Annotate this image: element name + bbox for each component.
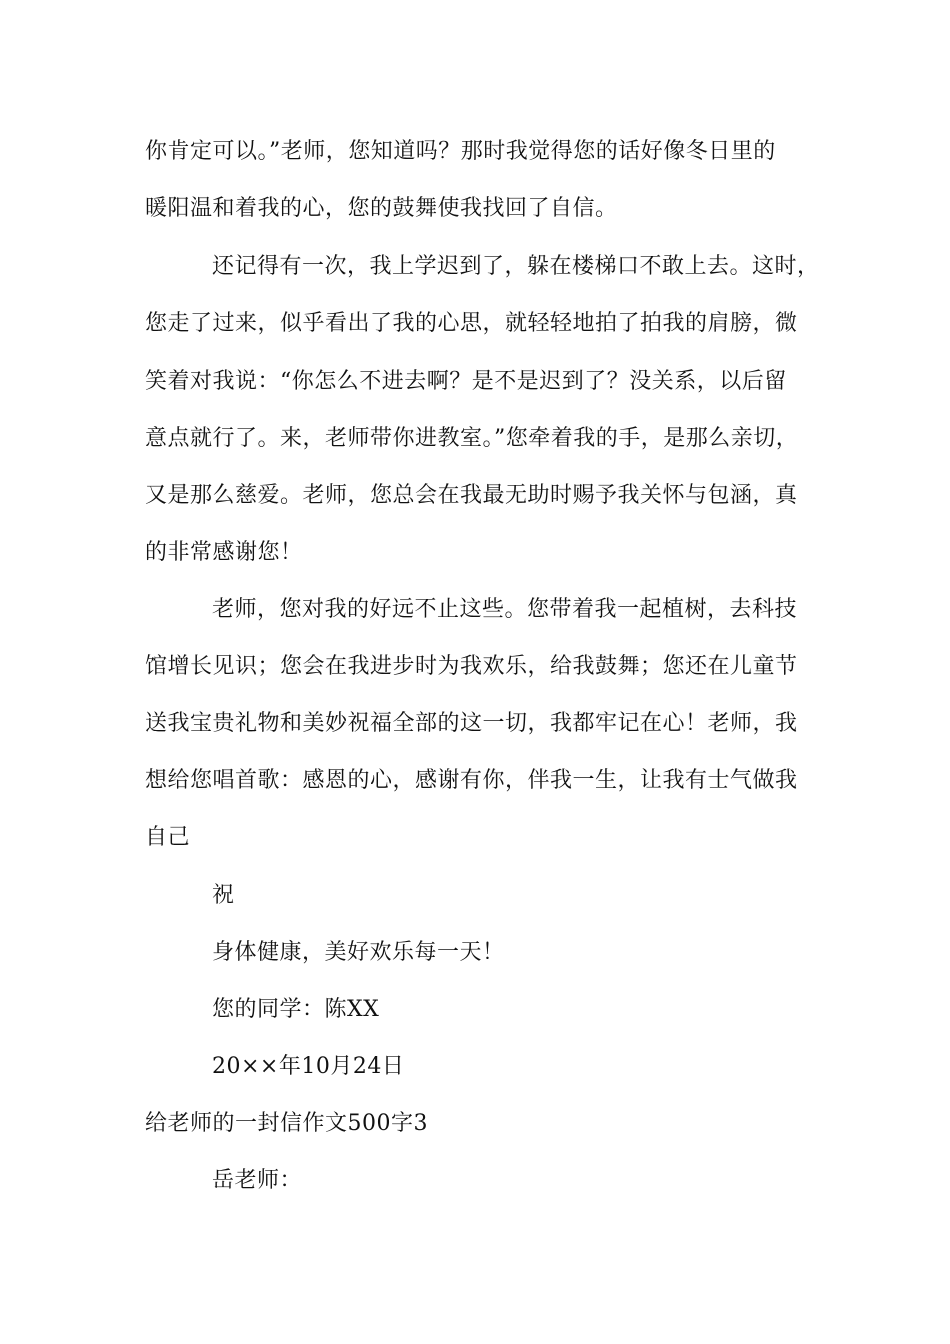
paragraph-line: 你肯定可以。”老师，您知道吗？那时我觉得您的话好像冬日里的 bbox=[145, 139, 776, 164]
closing-wish: 身体健康，美好欢乐每一天！ bbox=[212, 940, 505, 965]
paragraph-line: 还记得有一次，我上学迟到了，躲在楼梯口不敢上去。这时， bbox=[212, 254, 820, 279]
paragraph-line: 想给您唱首歌：感恩的心，感谢有你，伴我一生，让我有士气做我 bbox=[145, 768, 798, 793]
letter-greeting: 岳老师： bbox=[212, 1168, 303, 1193]
paragraph-line: 意点就行了。来，老师带你进教室。”您牵着我的手，是那么亲切， bbox=[145, 426, 799, 451]
paragraph-line: 您走了过来，似乎看出了我的心思，就轻轻地拍了拍我的肩膀，微 bbox=[145, 311, 798, 336]
paragraph-line: 老师，您对我的好远不止这些。您带着我一起植树，去科技 bbox=[212, 597, 798, 622]
closing-salutation: 祝 bbox=[212, 883, 235, 908]
letter-date: 20××年10月24日 bbox=[212, 1054, 405, 1079]
paragraph-line: 又是那么慈爱。老师，您总会在我最无助时赐予我关怀与包涵，真 bbox=[145, 483, 798, 508]
paragraph-line: 送我宝贵礼物和美妙祝福全部的这一切，我都牢记在心！老师，我 bbox=[145, 711, 798, 736]
paragraph-line: 笑着对我说：“你怎么不进去啊？是不是迟到了？没关系，以后留 bbox=[145, 369, 787, 394]
paragraph-line: 馆增长见识；您会在我进步时为我欢乐，给我鼓舞；您还在儿童节 bbox=[145, 654, 798, 679]
signature: 您的同学：陈XX bbox=[212, 997, 380, 1022]
paragraph-line: 的非常感谢您！ bbox=[145, 540, 303, 565]
section-heading: 给老师的一封信作文500字3 bbox=[145, 1111, 428, 1136]
paragraph-line: 暖阳温和着我的心，您的鼓舞使我找回了自信。 bbox=[145, 196, 618, 221]
paragraph-line: 自己 bbox=[145, 825, 191, 850]
